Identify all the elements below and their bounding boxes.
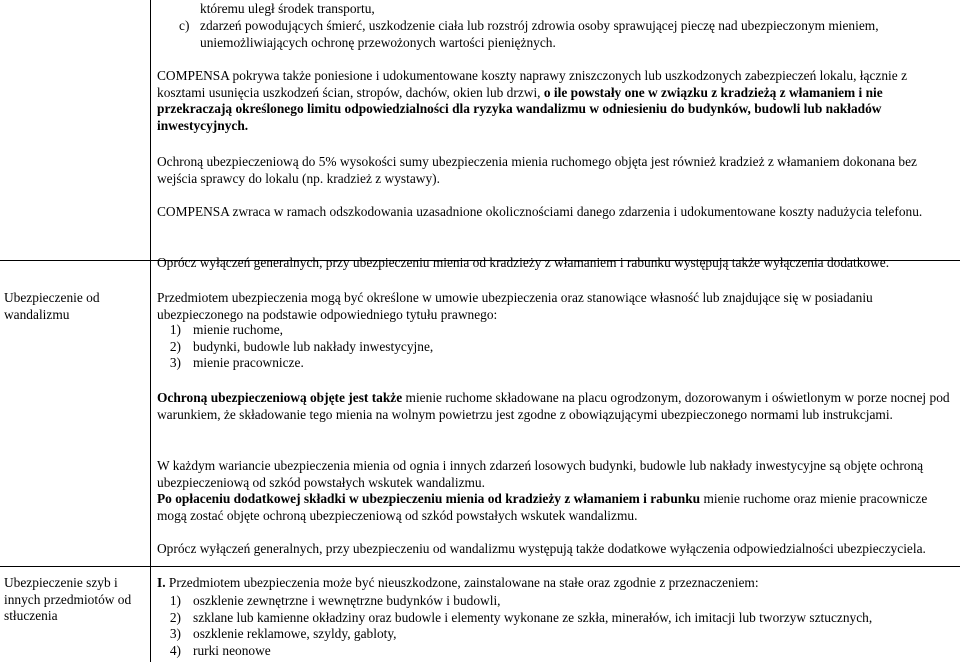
paragraph-przedmiot-szyby [157, 575, 953, 592]
list-item: 2) budynki, budowle lub nakłady inwestycyjne, [169, 338, 434, 354]
paragraph-naduzycie-telefonu: COMPENSA zwraca w ramach odszkodowania uzasadnione okolicznościami danego zdarzenia i udokumentowane koszty nadużycia telefonu. [157, 204, 923, 219]
section-label-szyby: Ubezpieczenie szyb i innych przedmiotów od stłuczenia [4, 575, 132, 623]
paragraph-przedmiot-wandalizm: Przedmiotem ubezpieczenia mogą być określone w umowie ubezpieczenia oraz stanowiące własność lub znajdujące się w posiadaniu ubezpieczonego na podstawie odpowiedniego tytułu prawnego: [157, 290, 873, 322]
list-item: 1) mienie ruchome, [169, 322, 283, 337]
paragraph-dodatkowa-skladka-bold: Po opłaceniu dodatkowej składki w ubezpieczeniu mienia od kradzieży z włamaniem i rabunku [157, 491, 701, 506]
paragraph-zabezpieczenia-bold: o ile powstały one w związku z kradzieżą z włamaniem i nie przekraczają określonego limitu odpowiedzialności dla ryzyka wandalizmu w odniesieniu do budynków, budowli lub nakładów inwestycyjnych. [157, 84, 883, 133]
list-item-c: zdarzeń powodujących śmierć, uszkodzenie ciała lub rozstrój zdrowia osoby sprawującej pieczę nad ubezpieczonym mieniem, uniemożliwiających ochronę przewożonych wartości pieniężnych. [200, 18, 879, 50]
list-item: 1) oszklenie zewnętrzne i wewnętrzne budynków i budowli, [169, 593, 501, 608]
column-divider [150, 0, 151, 662]
paragraph-kradziez-wystawy: Ochroną ubezpieczeniową do 5% wysokości sumy ubezpieczenia mienia ruchomego objęta jest również kradzież z włamaniem dokonana bez wejścia sprawcy do lokalu (np. kradzież z wystawy). [157, 154, 917, 186]
paragraph-plac-ogrodzony [157, 390, 953, 423]
section-label-wandalizm: Ubezpieczenie od wandalizmu [4, 290, 100, 322]
paragraph-przedmiot-szyby-bold: I. [157, 575, 166, 590]
list-item: 2) szklane lub kamienne okładziny oraz budowle i elementy wykonane ze szkła, minerałów, ich imitacji lub tworzyw sztucznych, [169, 609, 873, 625]
row-divider-szyby [0, 566, 960, 567]
paragraph-wylaczenia-kradziez: Oprócz wyłączeń generalnych, przy ubezpieczeniu mienia od kradzieży z włamaniem i rabunku występują także wyłączenia dodatkowe. [157, 255, 890, 270]
list-item: 3) mienie pracownicze. [169, 355, 304, 370]
paragraph-dodatkowa-skladka-normal: mienie ruchome oraz mienie pracownicze mogą zostać objęte ochroną ubezpieczeniową od szkód powstałych wskutek wandalizmu. [157, 491, 928, 523]
list-marker-c: c) [179, 18, 190, 33]
paragraph-dodatkowa-skladka [157, 491, 953, 524]
paragraph-przedmiot-szyby-normal: Przedmiotem ubezpieczenia może być nieuszkodzone, zainstalowane na stałe oraz zgodnie z przeznaczeniem: [165, 575, 759, 590]
list-item: 4) rurki neonowe [169, 642, 271, 658]
paragraph-zabezpieczenia-normal: COMPENSA pokrywa także poniesione i udokumentowane koszty naprawy zniszczonych lub uszkodzonych zabezpieczeń lokalu, łącznie z kosztami usunięcia uszkodzeń ścian, stropów, dachów, okien lub drzwi, [157, 68, 908, 100]
continuation-line: któremu uległ środek transportu, [200, 1, 375, 16]
paragraph-wariant: W każdym wariancie ubezpieczenia mienia od ognia i innych zdarzeń losowych budynki, budowle lub nakłady inwestycyjne są objęte ochroną ubezpieczeniową od szkód powstałych wskutek wandalizmu. [157, 458, 924, 490]
list-przedmiot-szyby [157, 593, 953, 659]
paragraph-plac-ogrodzony-bold: Ochroną ubezpieczeniową objęte jest także [157, 390, 403, 405]
list-przedmiot-wandalizm [157, 322, 953, 372]
list-item: 3) oszklenie reklamowe, szyldy, gabloty, [169, 626, 397, 641]
paragraph-plac-ogrodzony-normal: mienie ruchome składowane na placu ogrodzonym, dozorowanym i oświetlonym w porze nocnej pod warunkiem, że składowanie tego mienia na wolnym powietrzu jest zgodne z obowiązującymi ubezpieczonego normami lub instrukcjami. [157, 390, 950, 422]
paragraph-wylaczenia-wandalizm: Oprócz wyłączeń generalnych, przy ubezpieczeniu od wandalizmu występują także dodatkowe wyłączenia odpowiedzialności ubezpieczyciela. [157, 541, 926, 556]
paragraph-zabezpieczenia [157, 68, 953, 134]
